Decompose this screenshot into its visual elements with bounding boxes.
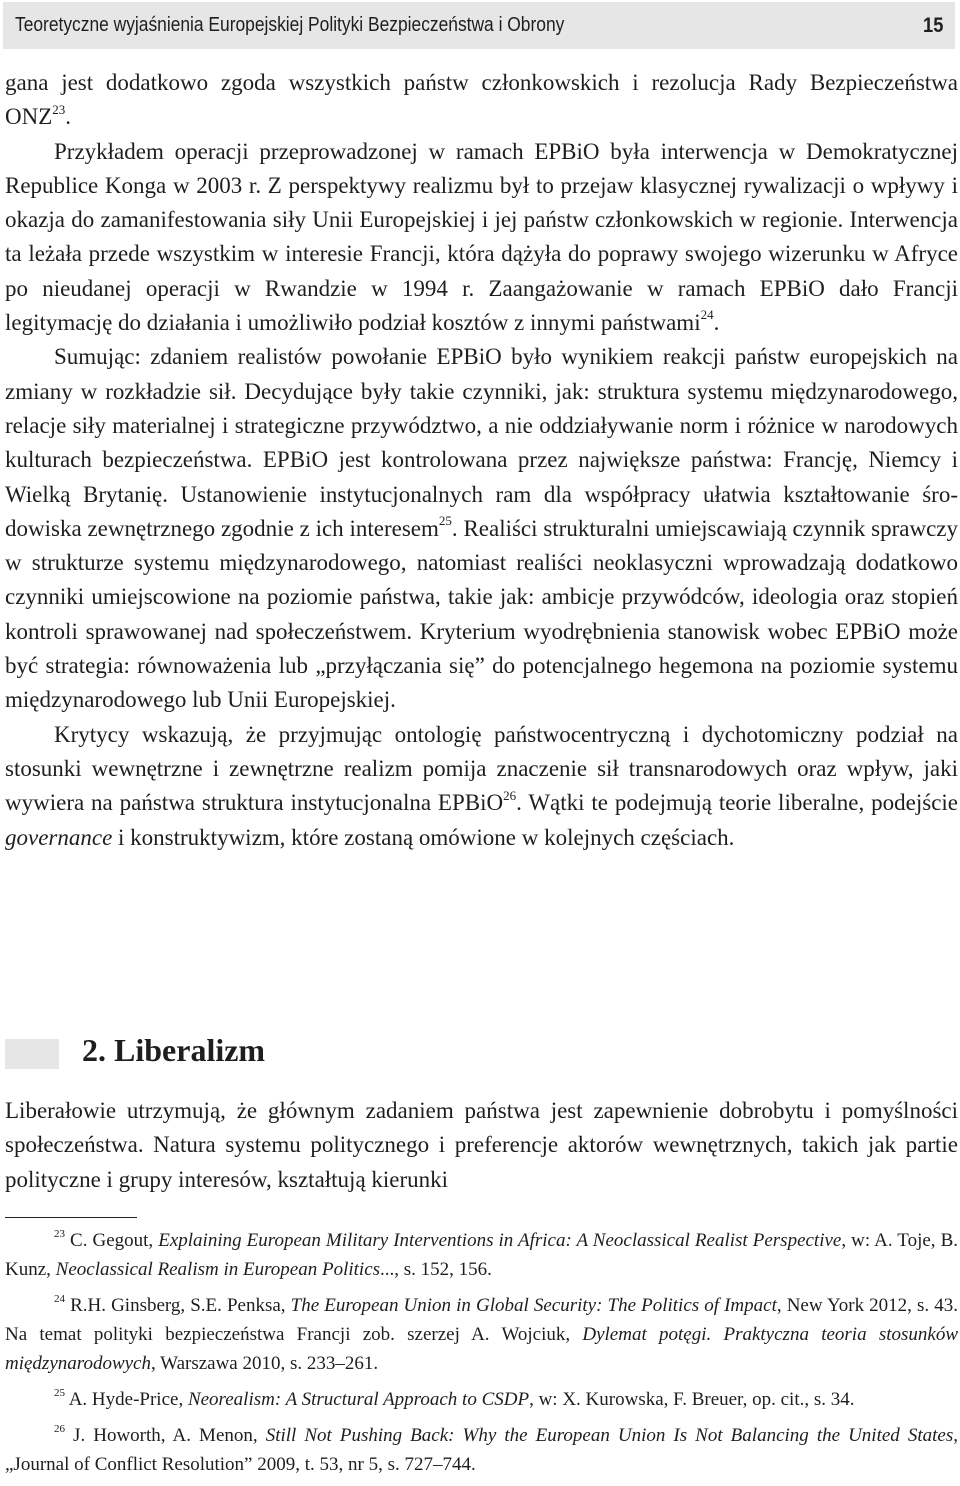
text-run: , w: X. Kurowska, F. Breuer, op. cit., s. 34. [529,1389,855,1410]
footnote-number: 26 [54,1422,65,1435]
text-run: A. Hyde-Price, [65,1389,188,1410]
citation-title: Neoclassical Realism in European Politics [55,1259,381,1280]
paragraph [5,66,958,135]
section-text [5,1094,958,1197]
text-run: gana jest dodatkowo zgoda wszystkich państw członkowskich i rezolucja Rady Bezpieczeństwa ONZ [5,70,958,130]
footnote-number: 24 [54,1292,65,1305]
footnote-ref[interactable]: 26 [503,787,517,803]
text-run: C. Gegout, [65,1230,159,1251]
italic-term: governance [5,824,113,850]
section-heading: 2. Liberalizm [82,1032,266,1068]
paragraph: Liberałowie utrzymują, że głównym zadaniem państwa jest zapewnienie dobrobytu i pomyślności społeczeństwa. Natura systemu politycznego i preferencje aktorów wewnętrznych, takich jak partie polityczne i grupy interesów, kształtują kierunki [5,1098,958,1192]
text-run: , „Journal of Conflict Resolution” 2009, t. 53, nr 5, s. 727–744. [5,1425,958,1475]
footnote-ref[interactable]: 24 [700,307,714,323]
text-run: . Realiści strukturalni umiejscawiają czynnik sprawczy w strukturze systemu międzynarodowego, natomiast realiści neoklasyczni wprowadzają dodatkowo czynniki umiejscowione na poziomie państwa, takie jak: ambicje przywódców, ideologia oraz stopień kontroli sprawowanej nad społeczeństwem. Kryterium wyodrębnienia stanowisk wobec EPBiO może być strategia: równoważenia lub „przyłączania się” do potencjalnego hegemona na poziomie systemu międzynarodowego lub Unii Europejskiej. [5,515,958,713]
text-run: R.H. Ginsberg, S.E. Penksa, [65,1295,291,1316]
footnote-number: 25 [54,1386,65,1399]
text-run: i konstruktywizm, które zostaną omówione w kolejnych częściach. [112,824,735,850]
text-run: Krytycy wskazują, że przyjmując ontologię państwocentryczną i dychotomiczny podział na stosunki wewnętrzne i zewnętrzne realizm pomija znaczenie sił transnarodowych oraz wpływ, jaki wywiera na państwa struktura instytucjonalna EPBiO [5,721,958,816]
footnotes [5,1226,958,1486]
text-run: , Warszawa 2010, s. 233–261. [151,1353,379,1374]
citation-title: The European Union in Global Security: The Politics of Impact [290,1295,777,1316]
footnote-ref[interactable]: 25 [438,513,452,529]
footnote [5,1291,958,1378]
page-number: 15 [922,14,943,37]
citation-title: Dylemat potęgi. Praktyczna teoria stosunków międzynarodowych [5,1324,958,1374]
footnote-ref[interactable]: 23 [52,101,66,117]
text-run: Sumując: zdaniem realistów powołanie EPBiO było wynikiem reakcji państw europejskich na zmiany w rozkładzie sił. Decydujące były takie czynniki, jak: struktura systemu międzynarodowego, relacje siły materialnej i strategiczne przywództwo, a nie oddziaływanie norm i różnice w narodowych kulturach bezpieczeństwa. EPBiO jest kontrolowana przez największe państwa: Francję, Niemcy i Wielką Brytanię. Ustanowienie instytucjonalnych ram dla współpracy ułatwia kształtowanie środowiska zewnętrznego zgodnie z ich interesem [5,344,958,541]
footnote [5,1226,958,1284]
footnote [5,1385,958,1414]
paragraph [5,718,958,855]
text-run: Przykładem operacji przeprowadzonej w ramach EPBiO była interwencja w Demokratycznej Republice Konga w 2003 r. Z perspektywy realizmu był to przejaw klasycznej rywalizacji o wpływy i okazja do zamanifestowania siły Unii Europejskiej i jej państw członkowskich w regionie. Interwencja ta leżała przede wszystkim w interesie Francji, która dążyła do poprawy swojego wizerunku w Afryce po nieudanej operacji w Rwandzie w 1994 r. Zaangażowanie w ramach EPBiO dało Francji legitymację do działania i umożliwiło podział kosztów z innymi państwami [5,138,958,336]
main-text [5,66,958,855]
running-header [3,2,955,49]
paragraph [5,135,958,341]
text-run: ..., s. 152, 156. [380,1259,492,1280]
text-run: J. Howorth, A. Menon, [65,1425,266,1446]
section-marker [5,1039,59,1069]
section-heading-block [5,1032,955,1070]
footnote-number: 23 [54,1227,65,1240]
footnote-separator [5,1217,137,1218]
citation-title: Neorealism: A Structural Approach to CSDP [187,1389,530,1410]
citation-title: Still Not Pushing Back: Why the European Union Is Not Balancing the United States [265,1425,954,1446]
text-run: . Wątki te podejmują teorie liberalne, podejście [516,790,958,816]
citation-title: Explaining European Military Interventions in Africa: A Neoclassical Realist Perspective [158,1230,842,1251]
footnote [5,1421,958,1479]
running-title: Teoretyczne wyjaśnienia Europejskiej Polityki Bezpieczeństwa i Obrony [15,14,565,36]
text-run: . [713,310,720,336]
paragraph [5,340,958,717]
text-run: , New York 2012, s. 43. Na temat polityki bezpieczeństwa Francji zob. szerzej A. Wojciuk, [5,1295,958,1345]
text-run: , w: A. Toje, B. Kunz, [5,1230,959,1280]
text-run: . [65,104,72,130]
